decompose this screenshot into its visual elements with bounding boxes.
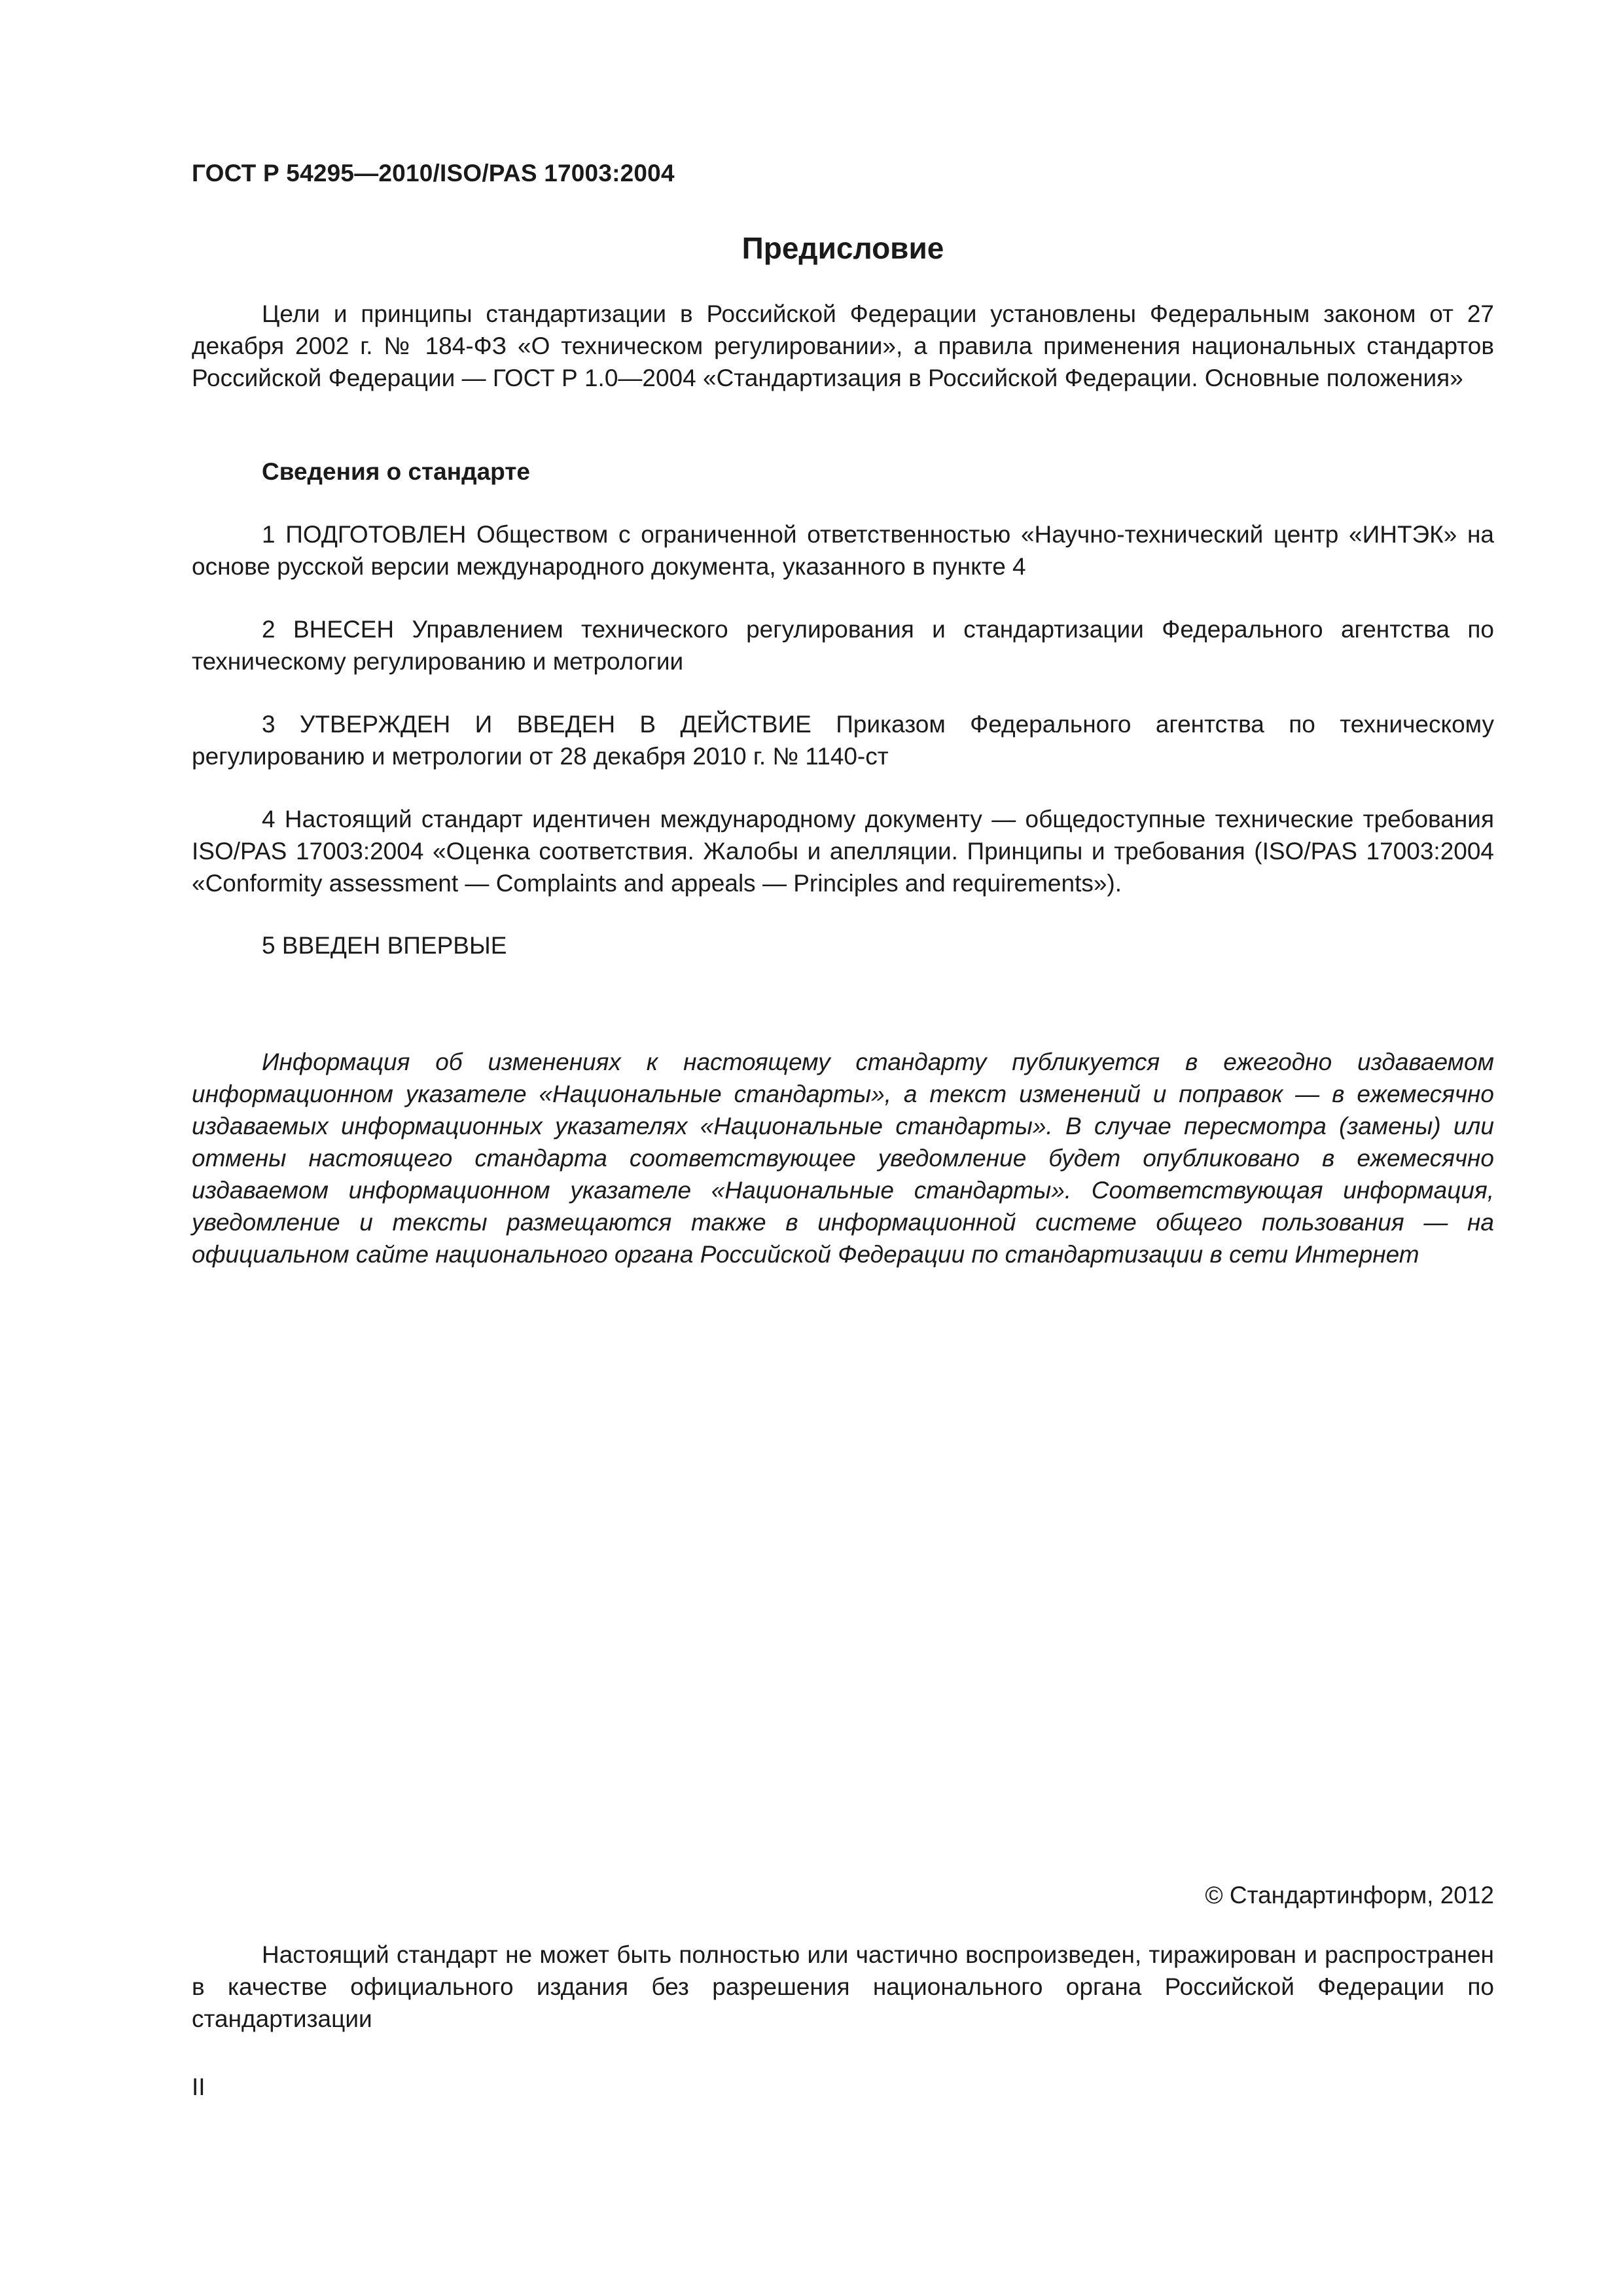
item-block-3 bbox=[192, 708, 1494, 772]
reproduction-notice: Настоящий стандарт не может быть полностью или частично воспроизведен, тиражирован и распространен в качестве официального издания без разрешения национального органа Российской Федерации по стандартизации bbox=[192, 1941, 1494, 2032]
item-block-1 bbox=[192, 518, 1494, 583]
section-label: Сведения о стандарте bbox=[262, 458, 530, 485]
intro-block bbox=[192, 298, 1494, 394]
intro-paragraph: Цели и принципы стандартизации в Российской Федерации установлены Федеральным законом от 27 декабря 2002 г. № 184-ФЗ «О техническом регулировании», а правила применения национальных стандартов Российской Федерации — ГОСТ Р 1.0—2004 «Стандартизация в Российской Федерации. Основные положения» bbox=[192, 300, 1494, 391]
page-title: Предисловие bbox=[741, 231, 944, 265]
list-item: 4 Настоящий стандарт идентичен международному документу — общедоступные технические требования ISO/PAS 17003:2004 «Оценка соответствия. Жалобы и апелляции. Принципы и требования (ISO/PAS 17003:2004 «Conformity assessment — Complaints and appeals — Principles and requirements»). bbox=[192, 806, 1494, 897]
list-item: 3 УТВЕРЖДЕН И ВВЕДЕН В ДЕЙСТВИЕ Приказом Федерального агентства по техническому регулированию и метрологии от 28 декабря 2010 г. № 1140-ст bbox=[192, 711, 1494, 770]
item-block-2 bbox=[192, 613, 1494, 677]
item-block-5 bbox=[192, 929, 1494, 961]
standard-code-header: ГОСТ Р 54295—2010/ISO/PAS 17003:2004 bbox=[192, 160, 675, 187]
list-item: 5 ВВЕДЕН ВПЕРВЫЕ bbox=[262, 932, 507, 959]
copyright-line: © Стандартинформ, 2012 bbox=[1205, 1882, 1494, 1909]
item-block-4 bbox=[192, 803, 1494, 899]
list-item: 1 ПОДГОТОВЛЕН Обществом с ограниченной ответственностью «Научно-технический центр «ИНТЭК» на основе русской версии международного документа, указанного в пункте 4 bbox=[192, 521, 1494, 580]
section-label-block bbox=[192, 456, 1494, 488]
change-info-notice: Информация об изменениях к настоящему стандарту публикуется в ежегодно издаваемом информационном указателе «Национальные стандарты», а текст изменений и поправок — в ежемесячно издаваемых информационных указателях «Национальные стандарты». В случае пересмотра (замены) или отмены настоящего стандарта соответствующее уведомление будет опубликовано в ежемесячно издаваемом информационном указателе «Национальные стандарты». Соответствующая информация, уведомление и тексты размещаются также в информационной системе общего пользования — на официальном сайте национального органа Российской Федерации по стандартизации в сети Интернет bbox=[192, 1049, 1494, 1268]
list-item: 2 ВНЕСЕН Управлением технического регулирования и стандартизации Федерального агентства по техническому регулированию и метрологии bbox=[192, 616, 1494, 675]
page-number: II bbox=[192, 2073, 205, 2100]
